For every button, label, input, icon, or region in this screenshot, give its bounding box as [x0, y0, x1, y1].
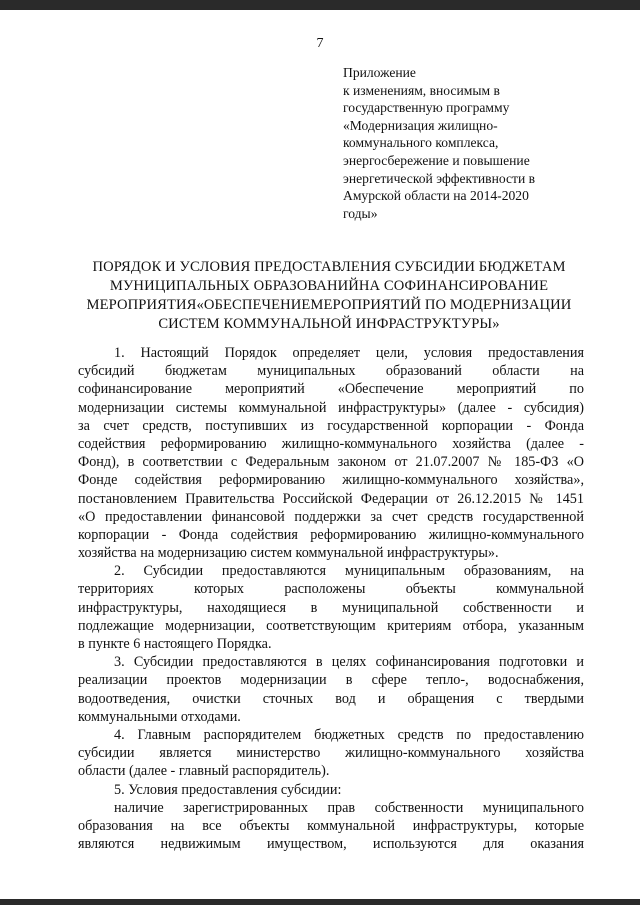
body-line: 1. Настоящий Порядок определяет цели, условия предоставления	[114, 345, 584, 361]
appendix-line: коммунального комплекса,	[343, 135, 499, 151]
body-line: модернизации системы коммунальной инфраструктуры» (далее - субсидия)	[78, 399, 584, 416]
body-line: коммунальными отходами.	[78, 708, 241, 725]
body-line: 2. Субсидии предоставляются муниципальным образованиям, на	[114, 563, 584, 580]
body-line: территориях которых расположены объекты коммунальной	[78, 581, 584, 598]
body-line: водоотведения, очистки сточных вод и обращения с твердыми	[78, 690, 584, 707]
body-line: содействия реформированию жилищно-коммунального хозяйства (далее -	[78, 435, 584, 452]
body-line: образования на все объекты коммунальной инфраструктуры, которые	[78, 817, 584, 834]
scan-edge-top	[0, 0, 640, 10]
body-line: субсидии является министерство жилищно-коммунального хозяйства	[78, 745, 584, 762]
body-line: 4. Главным распорядителем бюджетных средств по предоставлению	[114, 726, 584, 743]
body-line: за счет средств, поступивших из государственной корпорации - Фонда	[78, 417, 584, 434]
appendix-line: Приложение	[343, 65, 416, 80]
body-line: Фонде содействия реформированию жилищно-коммунального хозяйства»,	[78, 472, 584, 489]
body-line: 5. Условия предоставления субсидии:	[114, 781, 342, 798]
appendix-line: «Модернизация жилищно-	[343, 117, 498, 133]
body-line: хозяйства на модернизацию систем коммунальной инфраструктуры».	[78, 545, 499, 562]
appendix-line: Амурской области на 2014-2020	[343, 188, 529, 204]
appendix-line: государственную программу	[343, 100, 510, 116]
body-line: Фонд), в соответствии с Федеральным законом от 21.07.2007 № 185-ФЗ «О	[78, 454, 584, 471]
document-body	[78, 344, 584, 853]
appendix-line: к изменениям, вносимым в	[343, 82, 500, 98]
body-line: в пункте 6 настоящего Порядка.	[78, 636, 272, 652]
title-line: МУНИЦИПАЛЬНЫХ ОБРАЗОВАНИЙНА СОФИНАНСИРОВАНИЕ	[109, 278, 549, 294]
body-line: инфраструктуры, находящиеся в муниципальной собственности и	[78, 599, 584, 616]
body-line: корпорации - Фонда содействия реформированию жилищно-коммунального	[78, 526, 584, 543]
body-line: субсидий бюджетам муниципальных образований области на	[78, 363, 584, 380]
title-line: СИСТЕМ КОММУНАЛЬНОЙ ИНФРАСТРУКТУРЫ»	[158, 316, 500, 332]
body-line: подлежащие модернизации, соответствующим критериям отбора, указанным	[78, 617, 584, 634]
body-line: «О предоставлении финансовой поддержки за счет средств государственной	[78, 508, 584, 525]
document-title	[70, 258, 588, 334]
title-line: МЕРОПРИЯТИЯ«ОБЕСПЕЧЕНИЕМЕРОПРИЯТИЙ ПО МОДЕРНИЗАЦИИ	[86, 297, 572, 313]
body-line: области (далее - главный распорядитель).	[78, 763, 330, 780]
page-number: 7	[316, 36, 324, 51]
body-line: наличие зарегистрированных прав собственности муниципального	[114, 799, 584, 816]
body-line: реализации проектов модернизации в сфере тепло-, водоснабжения,	[78, 672, 584, 689]
appendix-note	[343, 64, 573, 222]
body-line: являются недвижимым имуществом, используются для оказания	[78, 836, 584, 853]
body-line: постановлением Правительства Российской Федерации от 26.12.2015 № 1451	[78, 490, 584, 507]
appendix-line: энергетической эффективности в	[343, 170, 536, 186]
scan-edge-bottom	[0, 899, 640, 905]
appendix-line: годы»	[343, 205, 378, 221]
body-line: софинансирование мероприятий «Обеспечение мероприятий по	[78, 381, 584, 398]
body-line: 3. Субсидии предоставляются в целях софинансирования подготовки и	[114, 654, 584, 671]
title-line: ПОРЯДОК И УСЛОВИЯ ПРЕДОСТАВЛЕНИЯ СУБСИДИИ БЮДЖЕТАМ	[92, 259, 566, 275]
appendix-line: энергосбережение и повышение	[343, 152, 530, 168]
